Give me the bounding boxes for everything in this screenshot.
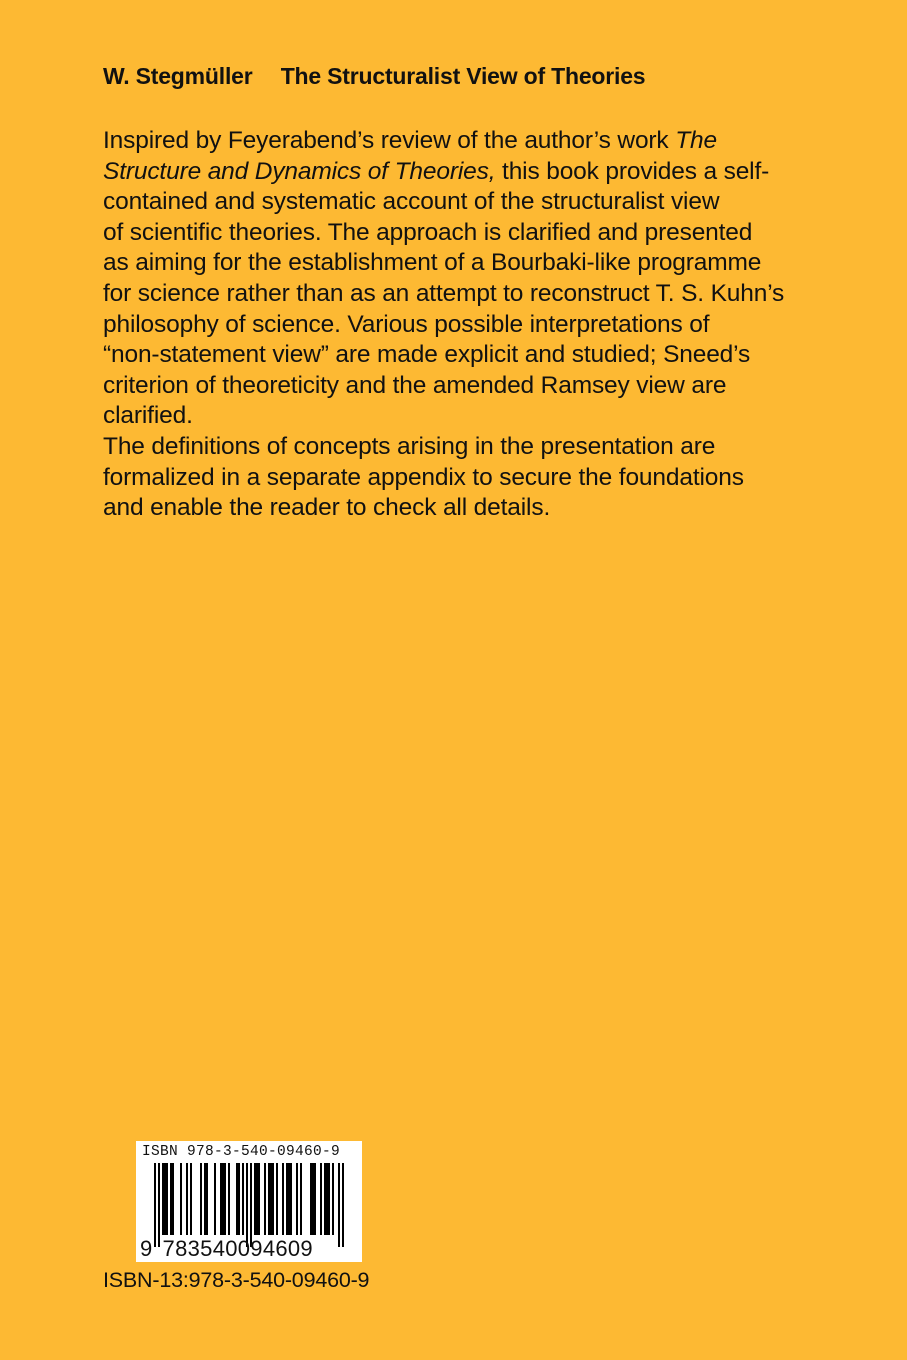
text-line: of scientific theories. The approach is clarified and presented [103, 218, 753, 246]
text-run: Inspired by Feyerabend’s review of the author’s work [103, 127, 676, 154]
text-line: formalized in a separate appendix to secure the foundations [103, 463, 744, 491]
barcode-bar [332, 1163, 334, 1235]
text-line: philosophy of science. Various possible interpretations of [103, 310, 710, 338]
text-run: this book provides a self- [495, 157, 770, 185]
text-line: The definitions of concepts arising in the presentation are [103, 432, 716, 460]
text-line [103, 157, 803, 188]
barcode-bar [268, 1163, 274, 1235]
barcode-bar [220, 1163, 226, 1235]
barcode-bar [296, 1163, 298, 1235]
barcode-guard-bar [250, 1163, 252, 1247]
text-line: “non-statement view” are made explicit and studied; Sneed’s [103, 341, 751, 369]
barcode-bar [186, 1163, 188, 1235]
text-line: criterion of theoreticity and the amended Ramsey view are [103, 371, 727, 399]
book-title: The Structuralist View of Theories [280, 63, 646, 89]
barcode-guard-bar [158, 1163, 160, 1247]
author-name: W. Stegmüller [103, 63, 253, 89]
barcode-bar [204, 1163, 208, 1235]
text-line: for science rather than as an attempt to reconstruct T. S. Kuhn’s [103, 279, 785, 307]
barcode-isbn-caption: ISBN 978-3-540-09460-9 [142, 1144, 341, 1160]
barcode-bar [264, 1163, 266, 1235]
barcode-digit-string: 783540094609 [162, 1236, 313, 1261]
barcode-bar [276, 1163, 278, 1235]
text-line: and enable the reader to check all details. [103, 494, 551, 522]
barcode-bar [324, 1163, 330, 1235]
barcode-bar [162, 1163, 168, 1235]
text-line: as aiming for the establishment of a Bourbaki-like programme [103, 249, 762, 277]
barcode-lead-digit: 9 [140, 1236, 153, 1261]
barcode-bar [320, 1163, 322, 1235]
barcode-bar [180, 1163, 182, 1235]
text-line [103, 126, 803, 157]
barcode-bar [236, 1163, 240, 1235]
barcode-label [136, 1141, 362, 1262]
italic-title-run: Structure and Dynamics of Theories, [103, 157, 496, 185]
barcode-bar [254, 1163, 260, 1235]
barcode-bar [200, 1163, 202, 1235]
isbn-13-label: ISBN-13:978-3-540-09460-9 [103, 1268, 370, 1292]
barcode-guard-bar [342, 1163, 344, 1247]
description-paragraph-1 [103, 126, 803, 432]
barcode-bar [170, 1163, 174, 1235]
text-line: contained and systematic account of the structuralist view [103, 188, 720, 216]
barcode-bar [242, 1163, 244, 1235]
cover-header [103, 63, 645, 90]
text-line: clarified. [103, 402, 193, 430]
barcode-guard-bar [154, 1163, 156, 1247]
book-description [103, 126, 803, 524]
barcode-bar [228, 1163, 230, 1235]
barcode-guard-bar [338, 1163, 340, 1247]
barcode-bar [300, 1163, 302, 1235]
italic-title-run: The [675, 127, 717, 154]
barcode-bar [286, 1163, 292, 1235]
barcode-bar [214, 1163, 216, 1235]
description-paragraph-2 [103, 432, 803, 524]
barcode-guard-bar [246, 1163, 248, 1247]
barcode-digits [140, 1236, 313, 1262]
barcode-bar [190, 1163, 192, 1235]
barcode-bar [282, 1163, 284, 1235]
barcode-bar [310, 1163, 316, 1235]
